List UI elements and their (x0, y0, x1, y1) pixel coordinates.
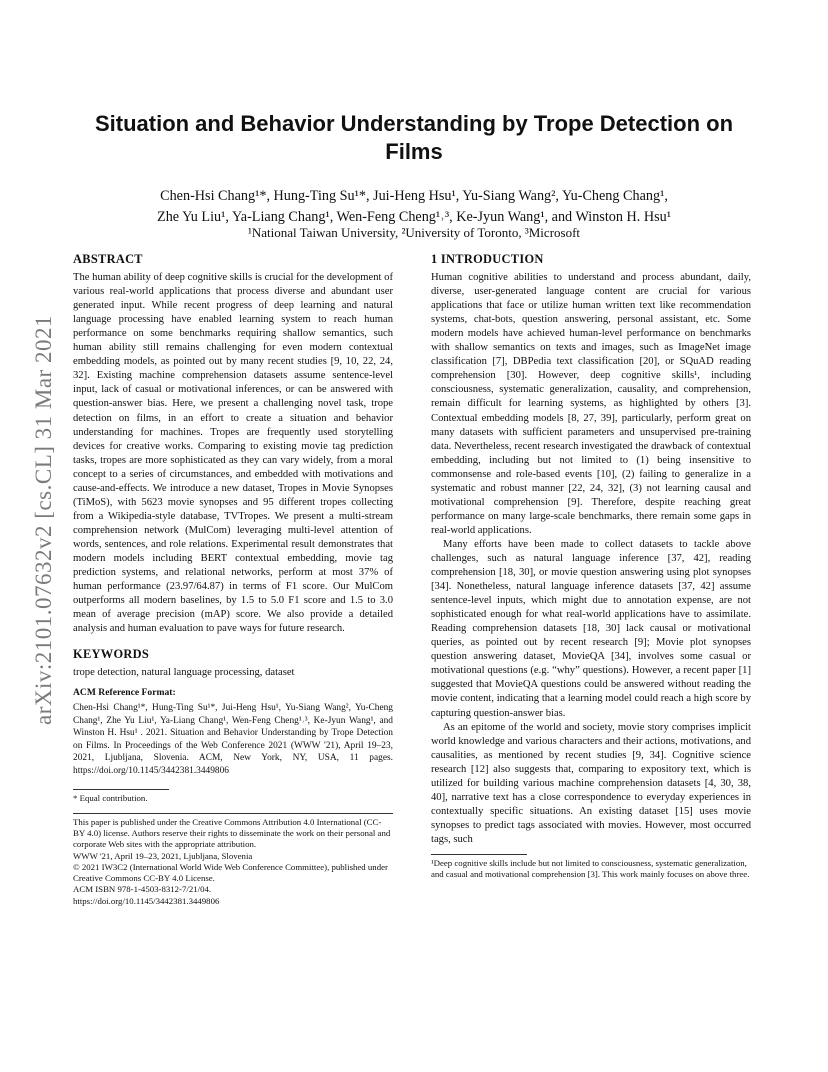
intro-paragraph-3: As an epitome of the world and society, movie story comprises implicit world knowledge and various characters and their actions, motivations, and causalities, as mentioned by recent studies [9, 34]. Cognitive science research [12] also suggests that, comparing to expository text, which is utilized for building various machine comprehension datasets [4, 30, 38, 40], narrative text has a close correspondence to everyday experiences in contextually specific situations. An existing dataset [15] uses movie synopses to predict tags associated with movies. However, most occurred tags, such (431, 721, 751, 845)
footnote-1: ¹Deep cognitive skills include but not limited to consciousness, systematic generalization, and casual and motivational comprehension [3]. This work mainly focuses on above three. (431, 857, 750, 880)
acm-reference-heading: ACM Reference Format: (73, 687, 176, 699)
affiliations: ¹National Taiwan University, ²University of Toronto, ³Microsoft (247, 225, 581, 240)
conference-venue: WWW '21, April 19–23, 2021, Ljubljana, Slovenia (73, 850, 253, 861)
paper-title: Situation and Behavior Understanding by Trope Detection on Films (94, 111, 734, 164)
license-block (73, 817, 393, 907)
intro-paragraph-1: Human cognitive abilities to understand and process abundant, daily, diverse, user-generated language content are crucial for various applications that face or utilize human written text like recommendation systems, chat-bots, question answering, personal assistant, etc. Some modern models have achieved human-level performance on benchmarks with shallow semantics on texts and images, such as ImageNet image classification [7], DBPedia text classification [20], or SQuAD reading comprehension [30]. However, deep cognitive skills¹, including consciousness, systematic generalization, causality, and comprehension, remain difficult for learning systems, as highlighted by others [3]. Contextual embedding models [8, 27, 39], particularly, perform great on many datasets with sufficient parameters and unsupervised pre-training data. Nevertheless, recent research investigated the drawback of contextual embedding, including but not limited to (1) being insensitive to commonsense and role-based events [10], (2) failing to generalize in a systematic and robust manner [22, 24, 32], (3) not learning causal and motivational comprehension [9]. Therefore, despite reaching great performance on many large-scale benchmarks, there remain some gaps in real-world applications. (431, 272, 751, 536)
license-statement: This paper is published under the Creative Commons Attribution 4.0 International (CC-BY 4.0) license. Authors reserve their rights to disseminate the work on their personal and corporate Web sites with the appropriate attribution. (73, 816, 391, 850)
license-rule (73, 813, 393, 814)
footnote-rule (431, 854, 527, 855)
isbn: ACM ISBN 978-1-4503-8312-7/21/04. (73, 884, 212, 895)
authors-line-2: Zhe Yu Liu¹, Ya-Liang Chang¹, Wen-Feng Cheng¹˒³, Ke-Jyun Wang¹, and Winston H. Hsu¹ (157, 209, 671, 225)
author-list (80, 186, 748, 228)
abstract-text: The human ability of deep cognitive skills is crucial for the development of various real-world applications that process diverse and abundant user generated input. While recent progress of deep learning and natural language processing have enabled learning system to reach human performance on some benchmarks requiring shallow semantics, such human ability still remains challenging for even modern contextual embedding models, as pointed out by many recent studies [9, 10, 22, 24, 32]. Existing machine comprehension datasets assume sentence-level input, lack of casual or motivational inferences, or can be answered with question-answer bias. Here, we present a challenging novel task, trope detection on films, in an effort to create a situation and behavior understanding for machines. Tropes are frequently used storytelling devices for creative works. Comparing to existing movie tag prediction tasks, tropes are more sophisticated as they can vary widely, from a moral concept to a series of circumstances, and embedded with motivations and cause-and-effects. We introduce a new dataset, Tropes in Movie Synopses (TiMoS), with 5623 movie synopses and 95 different tropes collecting from a Wikipedia-style database, TVTropes. We present a multi-stream comprehension network (MulCom) leveraging multi-level attention of words, sentences, and role relations. Experimental result demonstrates that modern models including BERT contextual embedding, movie tag prediction systems, and relational networks, perform at most 37% of human performance (23.97/64.87) in terms of F1 score. Our MulCom outperforms all modern baselines, by 1.5 to 5.0 F1 score and 1.5 to 3.0 mean of average precision (mAP) score. We also provide a detailed analysis and human evaluation to pave ways for future research. (73, 272, 393, 635)
acm-reference-text: Chen-Hsi Chang¹*, Hung-Ting Su¹*, Jui-Heng Hsu¹, Yu-Siang Wang², Yu-Cheng Chang¹, Zhe Yu Liu¹, Ya-Liang Chang¹, Wen-Feng Cheng¹˒³, Ke-Jyun Wang¹, and Winston H. Hsu¹ . 2021. Situation and Behavior Understanding by Trope Detection on Films. In Proceedings of the Web Conference 2021 (WWW '21), April 19–23, 2021, Ljubljana, Slovenia. ACM, New York, NY, USA, 11 pages. https://doi.org/10.1145/3442381.3449806 (73, 703, 393, 776)
abstract-heading: ABSTRACT (73, 252, 143, 266)
copyright-notice: © 2021 IW3C2 (International World Wide Web Conference Committee), published under Creative Commons CC-BY 4.0 License. (73, 861, 388, 884)
keywords-text: trope detection, natural language processing, dataset (73, 667, 295, 679)
equal-contribution-note: * Equal contribution. (73, 793, 148, 804)
right-column (431, 252, 751, 881)
authors-line-1: Chen-Hsi Chang¹*, Hung-Ting Su¹*, Jui-Heng Hsu¹, Yu-Siang Wang², Yu-Cheng Chang¹, (160, 188, 668, 204)
intro-paragraph-2: Many efforts have been made to collect datasets to tackle above challenges, such as natural language inference [37, 42], reading comprehension [18, 30], or movie question answering using plot synopses [34]. Nonetheless, natural language inference datasets [37, 42] assume sentence-level inputs, which might due to annotation expense, are not sophisticated enough for what real-world applications have to assimilate. Reading comprehension datasets [18, 30] lack causal or motivational queries, as pointed out by recent research [9]; Movie plot synopses question answering dataset, MovieQA [34], involves some casual or motivational questions (e.g. “why” questions). However, a recent paper [1] suggested that MovieQA questions could be answered without reading the movie content, indicating that a learning model could reach a high score by capturing question-answer bias. (431, 538, 751, 719)
arxiv-identifier: arXiv:2101.07632v2 [cs.CL] 31 Mar 2021 (31, 315, 56, 725)
keywords-heading: KEYWORDS (73, 647, 150, 662)
footnote-rule (73, 789, 169, 790)
doi-link[interactable]: https://doi.org/10.1145/3442381.3449806 (73, 895, 220, 906)
left-column (73, 252, 393, 907)
introduction-heading: 1 INTRODUCTION (431, 252, 544, 266)
